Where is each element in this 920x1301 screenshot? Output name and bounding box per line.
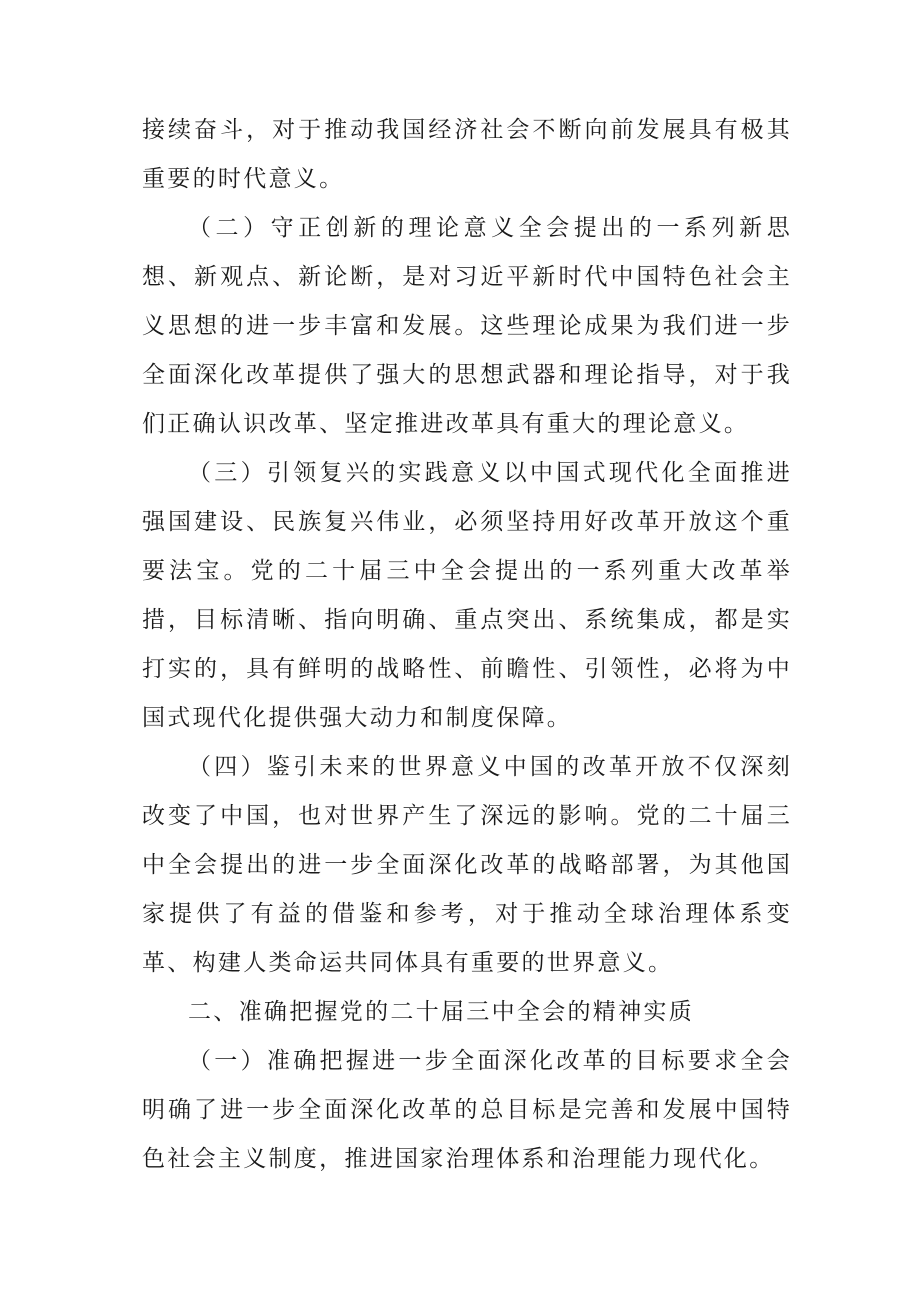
document-body [142, 106, 792, 1184]
paragraph-world-significance: （四）鉴引未来的世界意义中国的改革开放不仅深刻改变了中国，也对世界产生了深远的影响。党的二十届三中全会提出的进一步全面深化改革的战略部署，为其他国家提供了有益的借鉴和参考，对于推动全球治理体系变革、构建人类命运共同体具有重要的世界意义。 [142, 754, 792, 976]
section-heading-spirit: 二、准确把握党的二十届三中全会的精神实质 [188, 999, 694, 1025]
paragraph-continuation: 接续奋斗，对于推动我国经济社会不断向前发展具有极其重要的时代意义。 [142, 117, 792, 192]
paragraph-practical-significance: （三）引领复兴的实践意义以中国式现代化全面推进强国建设、民族复兴伟业，必须坚持用好改革开放这个重要法宝。党的二十届三中全会提出的一系列重大改革举措，目标清晰、指向明确、重点突出、系统集成，都是实打实的，具有鲜明的战略性、前瞻性、引领性，必将为中国式现代化提供强大动力和制度保障。 [142, 460, 792, 731]
paragraph-reform-goals: （一）准确把握进一步全面深化改革的目标要求全会明确了进一步全面深化改革的总目标是完善和发展中国特色社会主义制度，推进国家治理体系和治理能力现代化。 [142, 1048, 792, 1172]
paragraph-theoretical-significance: （二）守正创新的理论意义全会提出的一系列新思想、新观点、新论断，是对习近平新时代中国特色社会主义思想的进一步丰富和发展。这些理论成果为我们进一步全面深化改革提供了强大的思想武器和理论指导，对于我们正确认识改革、坚定推进改革具有重大的理论意义。 [142, 215, 792, 437]
